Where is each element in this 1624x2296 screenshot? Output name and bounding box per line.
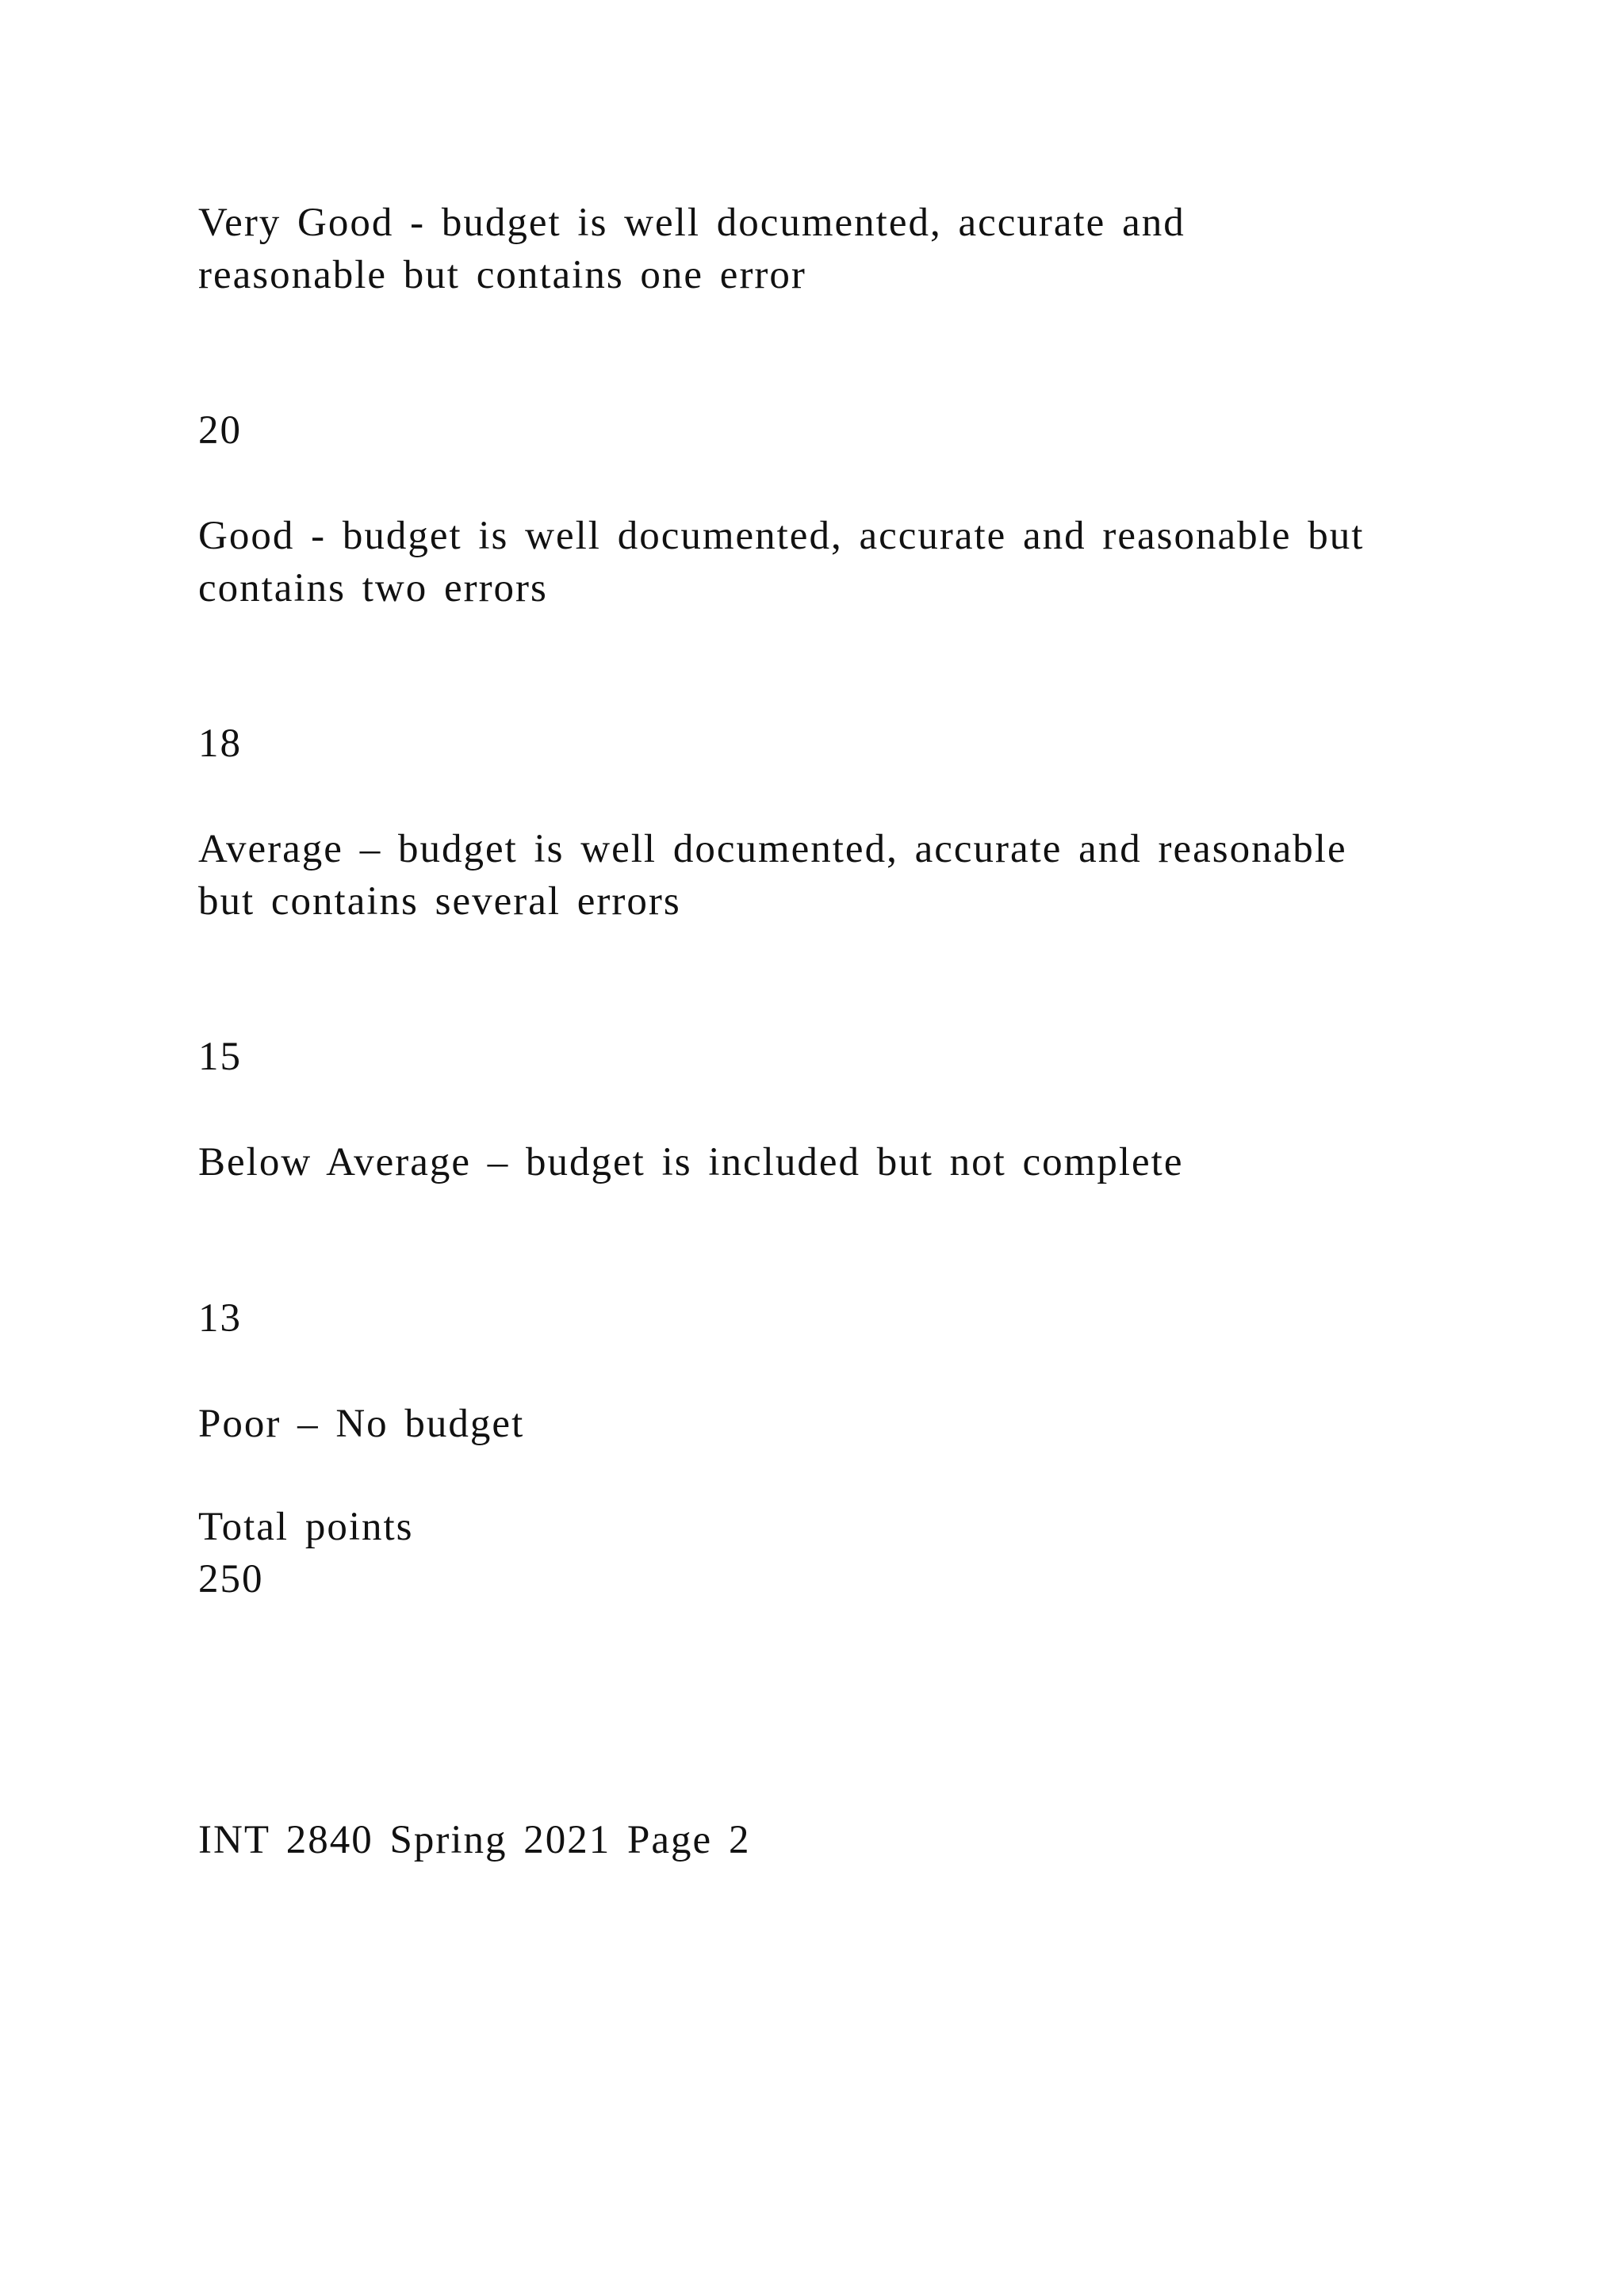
- criterion-poor: Poor – No budget: [198, 1402, 525, 1446]
- criterion-very-good-line1: Very Good - budget is well documented, accurate and: [198, 201, 1185, 245]
- total-points-label: Total points: [198, 1505, 414, 1549]
- page-footer: INT 2840 Spring 2021 Page 2: [198, 1818, 751, 1862]
- criterion-average-line2: but contains several errors: [198, 879, 681, 924]
- criterion-below-average: Below Average – budget is included but not complete: [198, 1140, 1184, 1184]
- criterion-average-line1: Average – budget is well documented, accurate and reasonable: [198, 827, 1347, 871]
- points-15: 15: [198, 1035, 242, 1079]
- criterion-very-good-line2: reasonable but contains one error: [198, 253, 806, 297]
- points-18: 18: [198, 721, 242, 766]
- criterion-good-line1: Good - budget is well documented, accurate and reasonable but: [198, 514, 1365, 558]
- total-points-value: 250: [198, 1557, 264, 1601]
- criterion-good-line2: contains two errors: [198, 566, 548, 610]
- points-13: 13: [198, 1296, 242, 1341]
- points-20: 20: [198, 408, 242, 453]
